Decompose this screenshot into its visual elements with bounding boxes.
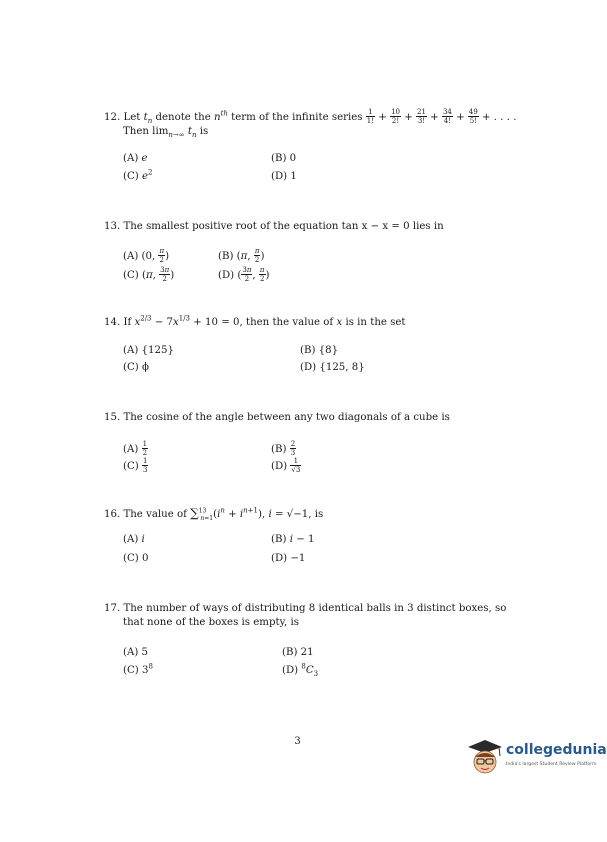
q15-option-c: (C) $\frac{1}{3}$ <box>123 457 148 474</box>
q13-option-b: (B) (π, $\frac{\pi}{2}$ ) <box>218 247 265 264</box>
q12-option-b: (B) 0 <box>271 153 297 164</box>
series-term-5: $\frac{49}{5!}$ <box>468 108 478 125</box>
q16-option-a: (A) i <box>123 534 145 545</box>
series-term-2: $\frac{10}{2!}$ <box>391 108 400 125</box>
q12-option-a: (A) e <box>123 153 148 164</box>
q14-option-b: (B) {8} <box>300 345 339 356</box>
question-16 <box>104 506 544 522</box>
q15-option-a: (A) $\frac{1}{2}$ <box>123 440 148 457</box>
question-14 <box>104 316 544 330</box>
series-term-3: $\frac{21}{3!}$ <box>417 108 426 125</box>
q13-option-d: (D) ( $\frac{3\pi}{2}$ , $\frac{\pi}{2}$ ) <box>218 266 270 283</box>
q14-option-a: (A) {125} <box>123 345 174 356</box>
q17-option-a: (A) 5 <box>123 647 149 658</box>
question-13-stem: 13. The smallest positive root of the equation tan x − x = 0 lies in <box>104 221 444 232</box>
question-14-stem: 14. If $x^{2/3} - 7x^{1/3} + 10 = 0$, then the value of x is in the set <box>104 314 406 328</box>
q17-option-d: (D) $^8C_3$ <box>282 662 319 679</box>
q13-option-a: (A) (0, $\frac{\pi}{2}$ ) <box>123 247 170 264</box>
question-12-stem: 12. Let $t_n$ denote the $n^{th}$ term of the infinite series $\frac{1}{1!}$ + $\frac{10}{2!}$ + $\frac{21}{3!}$ + $\frac{34}{4!}$ + $\frac{49}{5!}$ + . . . . <box>104 108 517 125</box>
question-17-line2: that none of the boxes is empty, is <box>123 617 299 628</box>
question-16-stem: 16. The value of $\sum^{13}_{n=1}(i^n + i^{n+1})$, i = √−1, is <box>104 506 324 523</box>
graduate-face-icon <box>466 738 504 778</box>
q14-option-d: (D) {125, 8} <box>300 362 365 373</box>
q16-option-c: (C) 0 <box>123 553 149 564</box>
question-13 <box>104 220 544 234</box>
q14-option-c: (C) ϕ <box>123 362 149 373</box>
q16-option-d: (D) −1 <box>271 553 306 564</box>
question-17-stem: 17. The number of ways of distributing 8 identical balls in 3 distinct boxes, so <box>104 603 507 614</box>
q16-option-b: (B) i − 1 <box>271 534 315 545</box>
page-number: 3 <box>294 736 301 747</box>
logo-wordmark: collegedunia <box>506 742 607 758</box>
q17-option-b: (B) 21 <box>282 647 314 658</box>
question-12 <box>104 108 544 139</box>
question-15 <box>104 411 544 425</box>
question-12-line2: Then $\lim_{n\to\infty} t_n$ is <box>123 126 209 140</box>
q12-option-d: (D) 1 <box>271 171 297 182</box>
series-term-4: $\frac{34}{4!}$ <box>442 108 452 125</box>
series-term-1: $\frac{1}{1!}$ <box>366 108 375 125</box>
q15-option-b: (B) $\frac{2}{3}$ <box>271 440 296 457</box>
q17-option-c: (C) $3^8$ <box>123 662 153 676</box>
q13-option-c: (C) (π, $\frac{3\pi}{2}$ ) <box>123 266 175 283</box>
q12-option-c: (C) $e^2$ <box>123 168 153 182</box>
q15-option-d: (D) $\frac{1}{√3}$ <box>271 457 301 474</box>
collegedunia-logo <box>466 738 607 778</box>
logo-tagline: India's largest Student Review Platform <box>506 762 597 767</box>
question-17 <box>104 602 544 630</box>
question-15-stem: 15. The cosine of the angle between any two diagonals of a cube is <box>104 412 450 423</box>
